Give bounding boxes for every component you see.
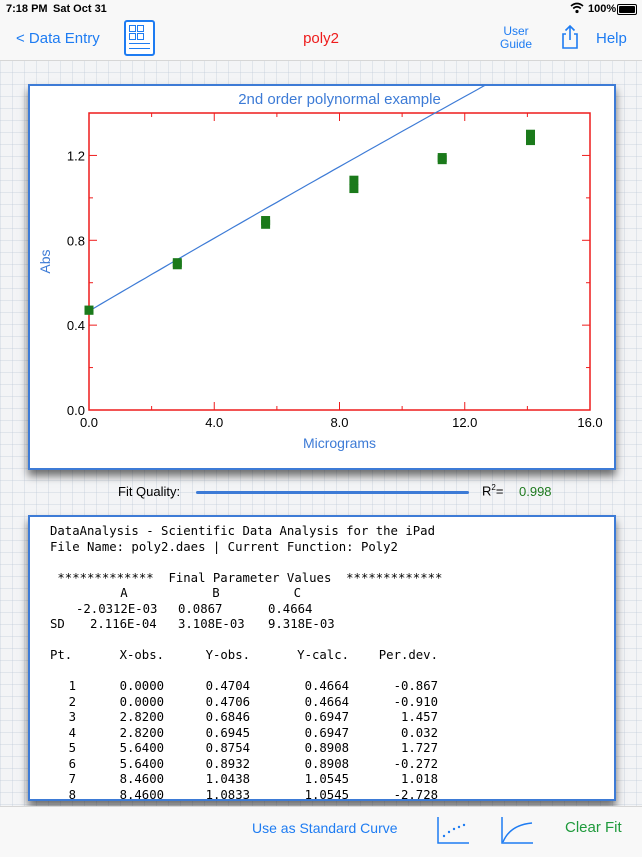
y-axis-label: Abs <box>37 249 53 274</box>
table-cell: 0.4706 <box>205 694 250 709</box>
chart-svg <box>30 86 614 468</box>
table-row <box>50 772 438 788</box>
y-tick-label: 0.0 <box>66 403 85 418</box>
table-cell: 1.0545 <box>304 787 349 801</box>
table-cell: 0.6947 <box>304 710 349 724</box>
param-name: C <box>293 586 302 600</box>
chart-title: 2nd order polynormal example <box>238 91 441 108</box>
table-cell: 2.8200 <box>119 725 164 740</box>
status-bar <box>0 0 642 18</box>
table-cell: 1 <box>68 679 76 693</box>
x-tick-label: 8.0 <box>330 415 349 430</box>
wifi-icon <box>570 2 584 17</box>
battery-icon <box>617 4 637 15</box>
table-cell: 4 <box>68 725 76 740</box>
col-header: Y-obs. <box>205 648 250 662</box>
user-guide-line2: Guide <box>500 37 533 51</box>
table-cell: 0.0000 <box>119 694 164 709</box>
param-value: 0.4664 <box>268 601 313 616</box>
status-date: Sat Oct 31 <box>53 3 107 15</box>
table-cell: -0.910 <box>393 694 438 709</box>
plot-frame <box>89 113 590 410</box>
user-guide-line1: User <box>503 24 529 38</box>
table-cell: 1.0545 <box>304 772 349 786</box>
table-cell: 0.8754 <box>205 741 250 755</box>
table-cell: 8 <box>68 787 76 801</box>
col-header: X-obs. <box>119 648 164 662</box>
table-row <box>50 741 438 757</box>
chart-panel <box>28 84 616 470</box>
fit-quality-label: Fit Quality: <box>118 484 181 499</box>
table-cell: 0.4664 <box>304 694 349 709</box>
table-cell: -0.867 <box>393 679 438 693</box>
sd-value: 3.108E-03 <box>178 617 245 631</box>
x-tick-label: 0.0 <box>79 415 99 430</box>
battery-percent: 100% <box>588 3 617 15</box>
table-cell: 0.8932 <box>205 756 250 771</box>
curve-plot-icon[interactable] <box>500 815 534 845</box>
table-cell: 2 <box>68 694 76 709</box>
param-name: A <box>120 586 128 600</box>
col-header: Y-calc. <box>297 648 349 662</box>
table-cell: 5.6400 <box>119 741 164 755</box>
data-point <box>349 184 358 193</box>
table-row <box>50 788 438 802</box>
table-cell: 1.727 <box>400 741 438 755</box>
table-cell: 0.8908 <box>304 756 349 771</box>
table-cell: 0.4664 <box>304 679 349 693</box>
col-header: Per.dev. <box>378 648 438 662</box>
results-panel[interactable] <box>28 515 616 801</box>
results-header-row <box>50 648 438 664</box>
page-title: poly2 <box>303 30 339 47</box>
output-file-line: File Name: poly2.daes | Current Function: Poly2 <box>50 539 398 554</box>
data-point <box>438 153 447 162</box>
table-row <box>50 710 438 726</box>
table-row <box>50 679 438 695</box>
param-name: B <box>212 586 220 600</box>
user-guide-button[interactable] <box>500 25 532 51</box>
table-cell: 0.0000 <box>119 679 164 693</box>
table-row <box>50 695 438 711</box>
table-cell: 1.0833 <box>205 787 250 801</box>
table-cell: 5.6400 <box>119 756 164 771</box>
table-cell: 3 <box>68 710 76 724</box>
x-tick-label: 16.0 <box>577 415 603 430</box>
scatter-plot-icon[interactable] <box>436 815 470 845</box>
r-squared-value: 0.998 <box>519 484 552 499</box>
table-cell: 2.8200 <box>119 710 164 724</box>
nav-bar <box>0 18 642 61</box>
bottom-toolbar <box>0 806 642 857</box>
table-cell: 1.457 <box>400 710 438 724</box>
y-tick-label: 0.8 <box>66 233 85 249</box>
x-tick-label: 4.0 <box>205 415 224 430</box>
table-cell: 0.6846 <box>205 710 250 724</box>
parameter-table <box>50 586 335 633</box>
grid-icon[interactable] <box>124 20 155 56</box>
r-squared-label: $R^2=$ <box>482 483 504 499</box>
table-cell: 0.4704 <box>205 679 250 693</box>
table-cell: 5 <box>68 741 76 755</box>
table-cell: 6 <box>68 756 76 771</box>
fit-quality-row <box>0 482 642 502</box>
data-point <box>349 176 358 185</box>
table-row <box>50 726 438 742</box>
table-cell: 8.4600 <box>119 787 164 801</box>
y-tick-label: 0.4 <box>66 318 85 334</box>
table-cell: 0.8908 <box>304 741 349 755</box>
sd-value: 9.318E-03 <box>268 617 335 631</box>
x-axis-label: Micrograms <box>302 435 377 451</box>
table-cell: 8.4600 <box>119 772 164 786</box>
help-button[interactable]: Help <box>596 30 627 47</box>
col-header: Pt. <box>50 648 73 662</box>
table-cell: 0.6945 <box>205 725 250 740</box>
output-app-line: DataAnalysis - Scientific Data Analysis for the iPad <box>50 524 435 538</box>
results-table <box>50 648 438 801</box>
table-cell: 0.032 <box>400 725 438 740</box>
table-cell: 1.018 <box>400 772 438 786</box>
sd-label: SD <box>50 617 65 631</box>
output-param-heading: ************* Final Parameter Values ************* <box>57 570 443 585</box>
param-value: -2.0312E-03 <box>76 601 158 616</box>
x-tick-label: 12.0 <box>452 415 478 430</box>
table-cell: 0.6947 <box>304 725 349 740</box>
table-cell: -0.272 <box>393 756 438 771</box>
data-point <box>85 306 94 315</box>
fit-quality-bar <box>196 491 469 494</box>
data-point <box>173 258 182 267</box>
clear-fit-button[interactable]: Clear Fit <box>565 819 622 836</box>
share-icon[interactable] <box>560 24 580 50</box>
y-tick-label: 1.2 <box>66 148 85 164</box>
table-cell: 1.0438 <box>205 772 250 786</box>
table-cell: 7 <box>68 772 76 786</box>
status-time: 7:18 PM <box>6 3 48 15</box>
table-cell: -2.728 <box>393 787 438 801</box>
data-point <box>261 216 270 225</box>
sd-value: 2.116E-04 <box>90 617 157 631</box>
use-as-standard-curve-button[interactable]: Use as Standard Curve <box>252 820 398 836</box>
back-button[interactable]: < Data Entry <box>16 30 100 47</box>
param-value: 0.0867 <box>178 601 223 616</box>
data-point <box>526 130 535 139</box>
table-row <box>50 757 438 773</box>
